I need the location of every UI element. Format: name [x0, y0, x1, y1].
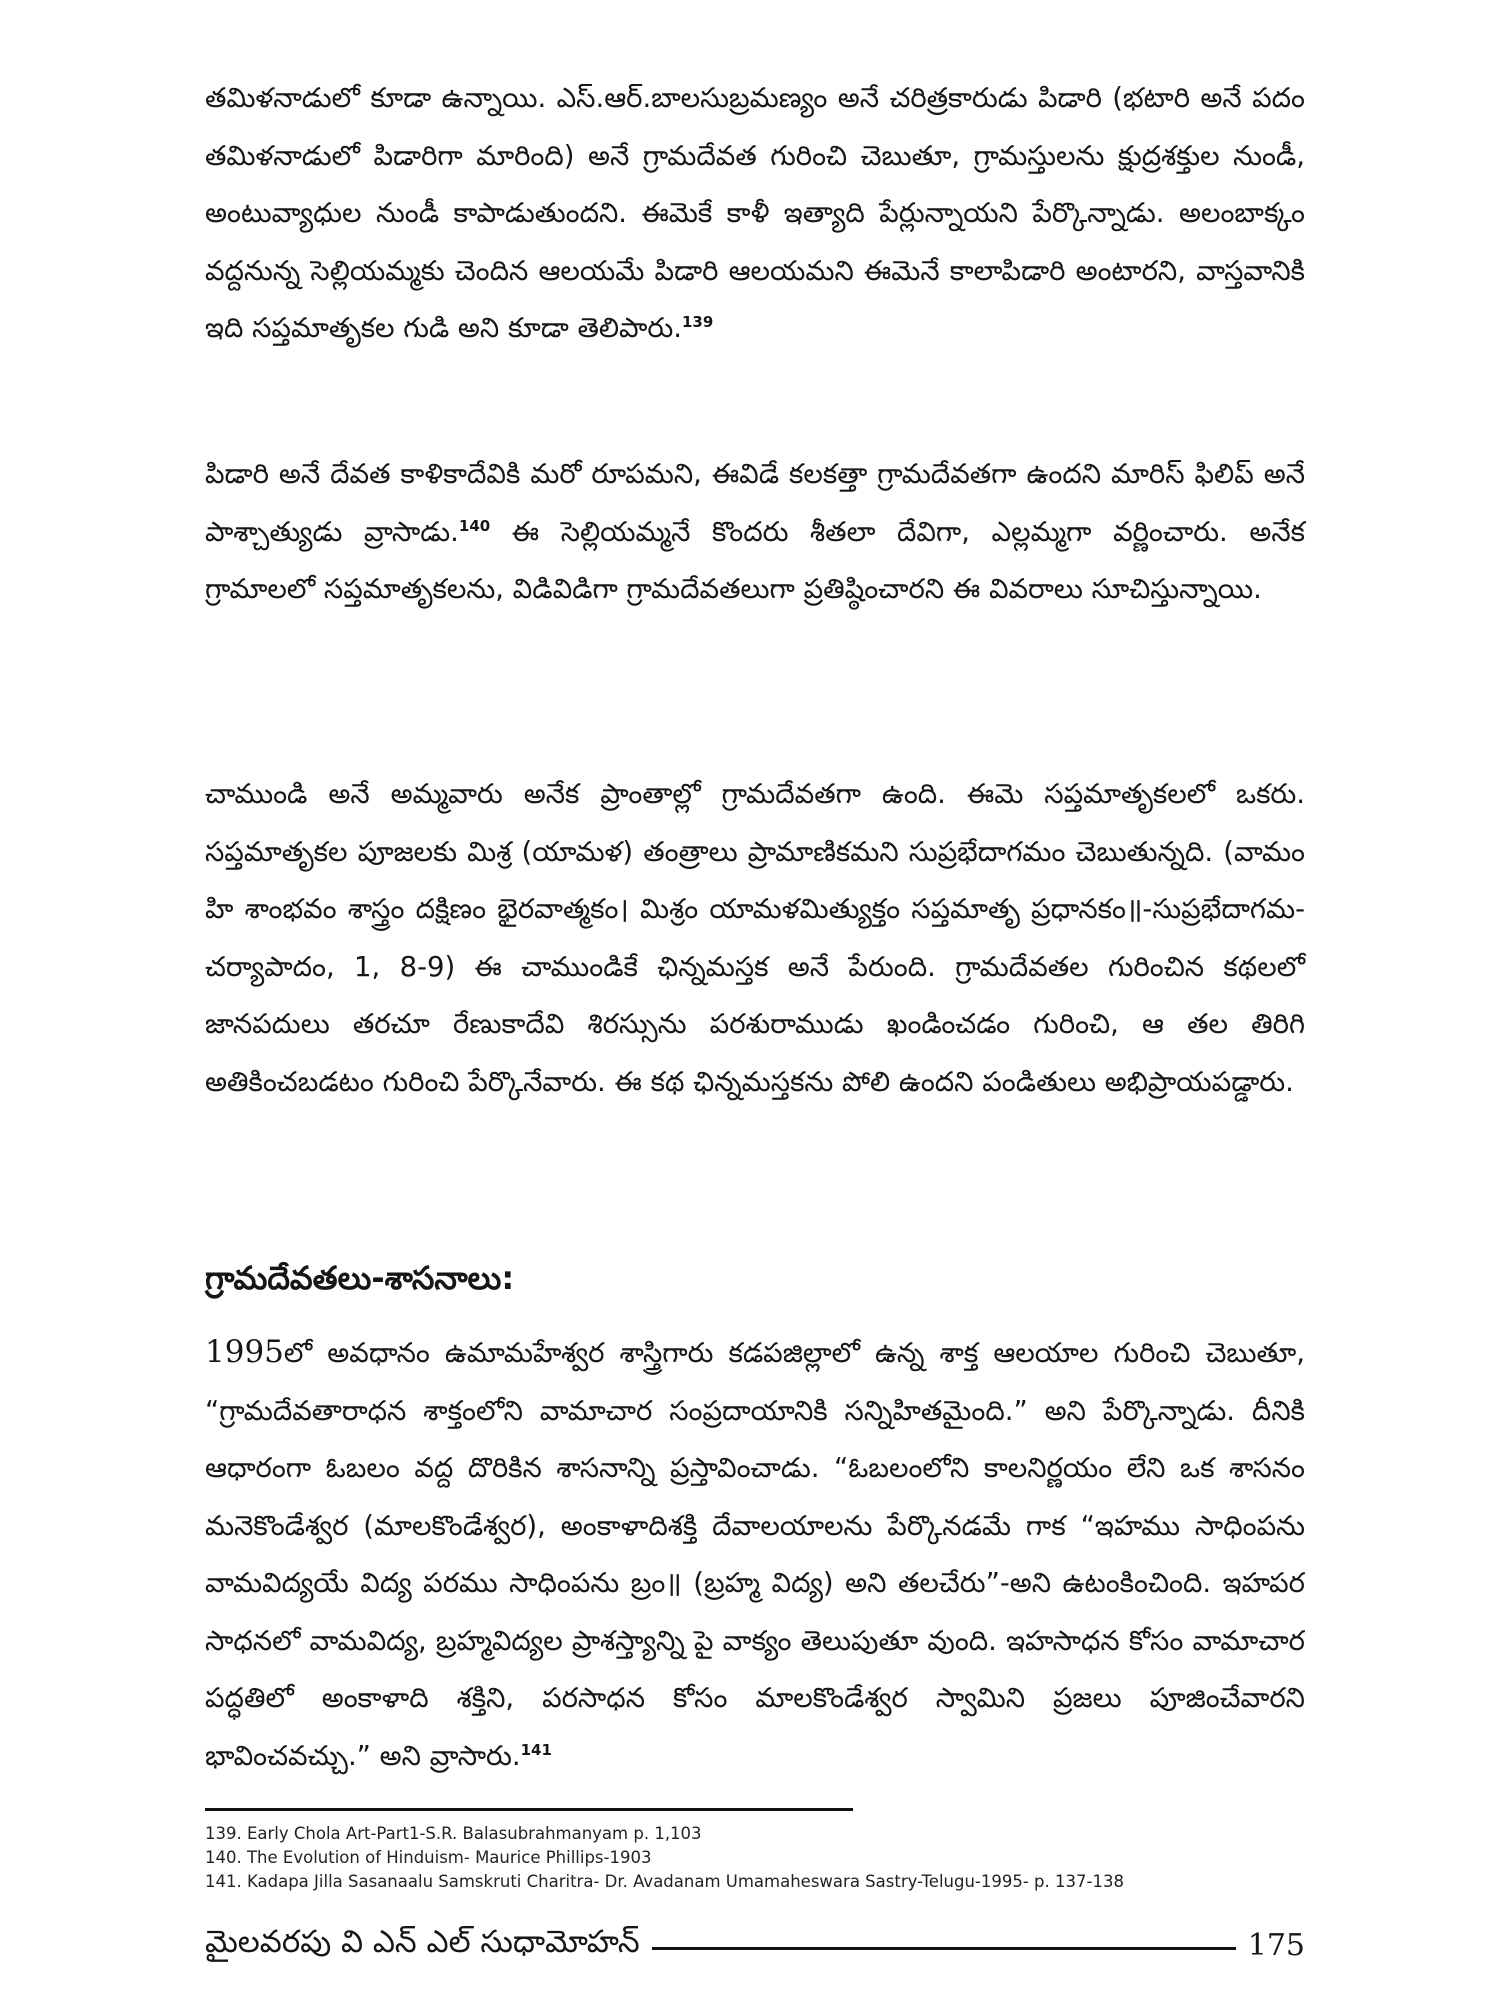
footnote-140: 140. The Evolution of Hinduism- Maurice Phillips-1903: [205, 1848, 652, 1867]
paragraph-pidari-kali: [205, 446, 1305, 619]
paragraph-text-continued: ఈ సెల్లియమ్మనే కొందరు శీతలా దేవిగా, ఎల్లమ్మగా వర్ణించారు. అనేక గ్రామాలలో సప్తమాతృకలను, విడివిడిగా గ్రామదేవతలుగా ప్రతిష్ఠించారని ఈ వివరాలు సూచిస్తున్నాయి.: [205, 515, 1306, 605]
year-text: 1995: [205, 1334, 284, 1370]
footnote-ref-141: 141: [520, 1740, 552, 1759]
paragraph-inscriptions: [205, 1324, 1305, 1785]
page-footer: [205, 1920, 1305, 1970]
page-number: 175: [1247, 1927, 1305, 1963]
footnote-divider: [205, 1808, 853, 1811]
paragraph-text: తమిళనాడులో కూడా ఉన్నాయి. ఎస్.ఆర్.బాలసుబ్రమణ్యం అనే చరిత్రకారుడు పిడారి (భటారి అనే పదం తమిళనాడులో పిడారిగా మారింది) అనే గ్రామదేవత గురించి చెబుతూ, గ్రామస్తులను క్షుద్రశక్తుల నుండీ, అంటువ్యాధుల నుండీ కాపాడుతుందని. ఈమెకే కాళీ ఇత్యాది పేర్లున్నాయని పేర్కొన్నాడు. అలంబాక్కం వద్దనున్న సెల్లియమ్మకు చెందిన ఆలయమే పిడారి ఆలయమని ఈమెనే కాలాపిడారి అంటారని, వాస్తవానికి ఇది సప్తమాతృకల గుడి అని కూడా తెలిపారు.: [205, 82, 1305, 344]
paragraph-chamundi: చాముండి అనే అమ్మవారు అనేక ప్రాంతాల్లో గ్రామదేవతగా ఉంది. ఈమె సప్తమాతృకలలో ఒకరు. సప్తమాతృకల పూజలకు మిశ్ర (యామళ) తంత్రాలు ప్రామాణికమని సుప్రభేదాగమం చెబుతున్నది. (వామం హి శాంభవం శాస్త్రం దక్షిణం భైరవాత్మకం। మిశ్రం యామళమిత్యుక్తం సప్తమాతృ ప్రధానకం॥-సుప్రభేదాగమ-చర్యాపాదం, 1, 8-9) ఈ చాముండికే ఛిన్నమస్తక అనే పేరుంది. గ్రామదేవతల గురించిన కథలలో జానపదులు తరచూ రేణుకాదేవి శిరస్సును పరశురాముడు ఖండించడం గురించి, ఆ తల తిరిగి అతికించబడటం గురించి పేర్కొనేవారు. ఈ కథ ఛిన్నమస్తకను పోలి ఉందని పండితులు అభిప్రాయపడ్డారు.: [205, 778, 1305, 1098]
footnote-ref-139: 139: [681, 312, 714, 331]
footnote-139: 139. Early Chola Art-Part1-S.R. Balasubrahmanyam p. 1,103: [205, 1824, 702, 1843]
footnotes: [205, 1822, 1305, 1894]
section-heading: గ్రామదేవతలు-శాసనాలు:: [205, 1259, 515, 1297]
paragraph-text: పిడారి అనే దేవత కాళికాదేవికి మరో రూపమని, ఈవిడే కలకత్తా గ్రామదేవతగా ఉందని మారిస్ ఫిలిప్ అనే పాశ్చాత్యుడు వ్రాసాడు.: [205, 458, 1305, 548]
paragraph-pidari-tamilnadu: [205, 70, 1305, 358]
paragraph-text: లో అవధానం ఉమామహేశ్వర శాస్త్రిగారు కడపజిల్లాలో ఉన్న శాక్త ఆలయాల గురించి చెబుతూ, “గ్రామదేవతారాధన శాక్తంలోని వామాచార సంప్రదాయానికి సన్నిహితమైంది.” అని పేర్కొన్నాడు. దీనికి ఆధారంగా ఓబలం వద్ద దొరికిన శాసనాన్ని ప్రస్తావించాడు. “ఓబలంలోని కాలనిర్ణయం లేని ఒక శాసనం మనెకొండేశ్వర (మాలకొండేశ్వర), అంకాళాదిశక్తి దేవాలయాలను పేర్కొనడమే గాక “ఇహము సాధింపను వామవిద్యయే విద్య పరము సాధింపను బ్రం॥ (బ్రహ్మ విద్య) అని తలచేరు”-అని ఉటంకించింది. ఇహపర సాధనలో వామవిద్య, బ్రహ్మవిద్యల ప్రాశస్త్యాన్ని పై వాక్యం తెలుపుతూ వుంది. ఇహసాధన కోసం వామాచార పద్ధతిలో అంకాళాది శక్తిని, పరసాధన కోసం మాలకొండేశ్వర స్వామిని ప్రజలు పూజించేవారని భావించవచ్చు.” అని వ్రాసారు.: [205, 1337, 1305, 1772]
footnote-141: 141. Kadapa Jilla Sasanaalu Samskruti Charitra- Dr. Avadanam Umamaheswara Sastry-Telugu-1995- p. 137-138: [205, 1872, 1124, 1891]
footer-rule: [652, 1947, 1236, 1950]
footer-author: మైలవరపు వి ఎన్ ఎల్ సుధామోహన్: [205, 1923, 640, 1960]
footnote-ref-140: 140: [458, 516, 491, 535]
